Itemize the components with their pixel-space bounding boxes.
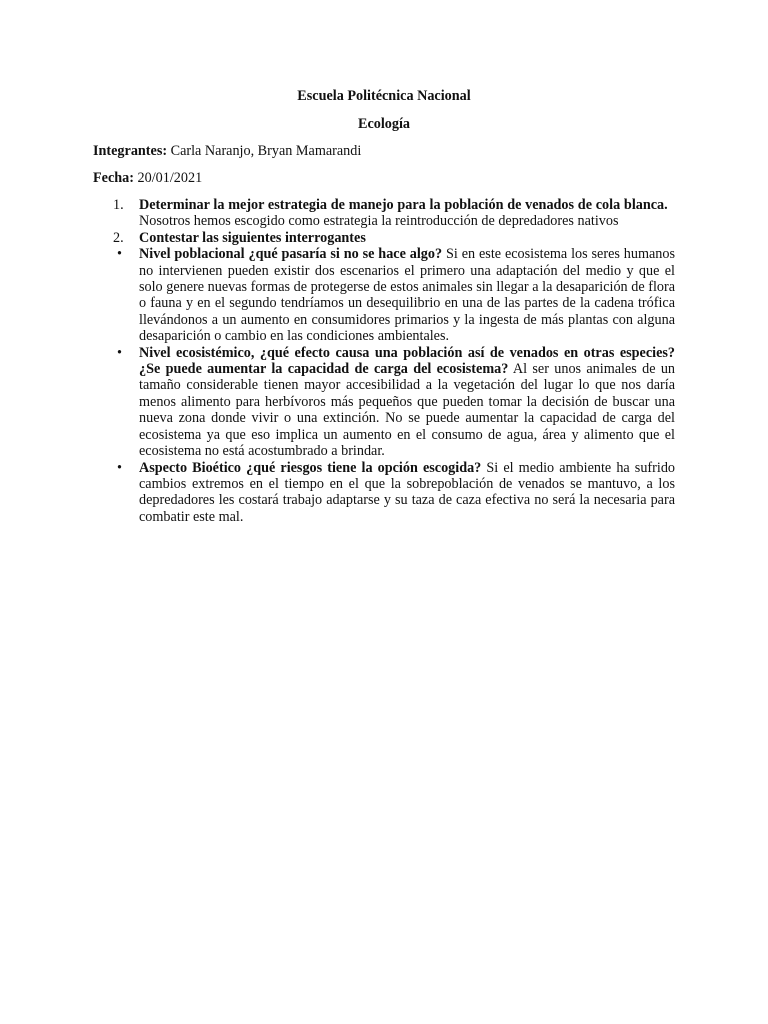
bullet-text: Al ser unos animales de un tamaño considerable tienen mayor accesibilidad a la vegetación del lugar lo que nos daría menos alimento para herbívoros más pequeños que pueden tomar la decisión de buscar una nueva zona donde vivir o una extinción. No se puede aumentar la capacidad de carga del ecosistema ya que eso implica un aumento en el consumo de agua, área y alimento que el ecosistema no está acostumbrado a brindar. [139, 361, 676, 460]
members-value: Carla Naranjo, Bryan Mamarandi [170, 143, 362, 159]
list-item [93, 197, 675, 230]
bullet-text: Si el medio ambiente ha sufrido cambios extremos en el tiempo en el que la sobrepoblación de venados se mantuvo, a los depredadores les costará trabajo adaptarse y su taza de caza efectiva no será la necesaria para combatir este mal. [139, 459, 676, 525]
bullet-heading: Nivel ecosistémico, ¿qué efecto causa una población así de venados en otras especies? ¿Se puede aumentar la capacidad de carga del ecosistema? [139, 344, 675, 378]
bullet-marker: • [117, 246, 122, 263]
subject-title: Ecología [357, 116, 411, 132]
date-value: 20/01/2021 [137, 170, 203, 186]
item-heading: Contestar las siguientes interrogantes [139, 229, 366, 246]
school-title: Escuela Politécnica Nacional [297, 88, 471, 104]
list-item [93, 230, 675, 246]
bullet-marker: • [117, 459, 122, 476]
item-heading: Determinar la mejor estrategia de manejo para la población de venados de cola blanca. [139, 197, 668, 213]
bullet-heading: Aspecto Bioético ¿qué riesgos tiene la opción escogida? [139, 459, 482, 476]
members-label: Integrantes: [93, 143, 168, 159]
date-label: Fecha: [93, 170, 134, 186]
bullet-item [93, 460, 675, 526]
item-text: Nosotros hemos escogido como estrategia la reintroducción de depredadores nativos [139, 213, 619, 230]
bullet-heading: Nivel poblacional ¿qué pasaría si no se hace algo? [139, 246, 443, 263]
bullet-item [93, 246, 675, 344]
bullet-item [93, 345, 675, 460]
date-line [93, 170, 202, 186]
bullet-marker: • [117, 344, 122, 361]
list-marker: 1. [113, 197, 124, 213]
bullet-text: Si en este ecosistema los seres humanos no intervienen pueden existir dos escenarios el primero una adaptación del medio y que el solo genere nuevas formas de protegerse de estos animales sin llegar a la desaparición de flora o fauna y en el segundo tendríamos un desequilibrio en una de las partes de la cadena trófica llevándonos a un aumento en consumidores primarios y la ingesta de más plantas con alguna desaparición o cambio en las condiciones ambientales. [139, 246, 676, 345]
members-line [93, 143, 361, 159]
numbered-list [93, 197, 675, 525]
list-marker: 2. [113, 229, 124, 246]
